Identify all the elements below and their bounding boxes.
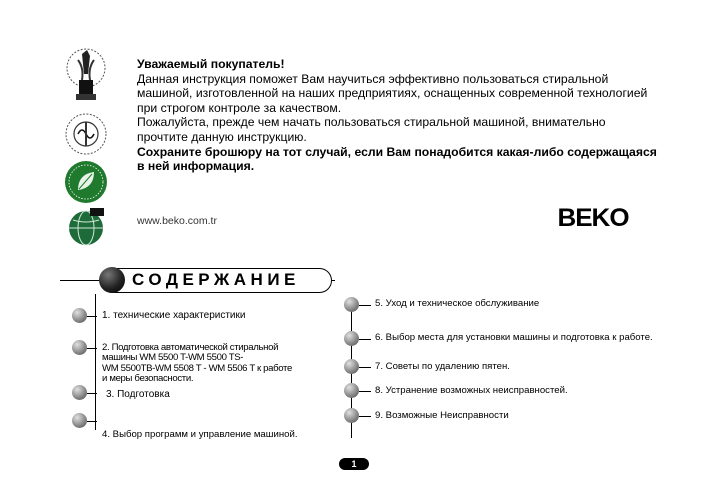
contents-item[interactable]: 6. Выбор места для установки машины и подготовка к работе.	[375, 332, 653, 343]
bullet-ball-icon	[72, 340, 87, 355]
page-number: 1	[339, 458, 369, 470]
item-leader	[359, 305, 371, 306]
award-laurel-icon	[64, 44, 108, 104]
contents-item[interactable]: 5. Уход и техническое обслуживание	[375, 298, 540, 309]
intro-paragraph-3: Сохраните брошюру на тот случай, если Вам понадобится какая-либо содержащаяся в ней информация.	[137, 144, 657, 174]
bullet-ball-icon	[344, 383, 359, 398]
greeting: Уважаемый покупатель!	[137, 57, 285, 71]
item-leader	[359, 367, 371, 368]
contents-title: СОДЕРЖАНИЕ	[132, 270, 300, 289]
contents-item[interactable]: 8. Устранение возможных неисправностей.	[375, 385, 568, 396]
intro-text	[137, 57, 657, 174]
item-leader	[359, 339, 371, 340]
bullet-ball-icon	[344, 297, 359, 312]
item-leader	[87, 393, 97, 394]
contents-item[interactable]: 4. Выбор программ и управление машиной.	[102, 429, 298, 440]
item-leader	[87, 316, 97, 317]
bullet-ball-icon	[72, 385, 87, 400]
website-link[interactable]: www.beko.com.tr	[137, 215, 217, 227]
contents-item[interactable]: 2. Подготовка автоматической стиральной машины WM 5500 T-WM 5500 TS- WM 5500TB-WM 5508 T - WM 5506 T к работе и меры безопасности.	[102, 342, 292, 385]
eco-leaf-icon	[64, 160, 108, 204]
bullet-ball-icon	[344, 331, 359, 346]
contents-item[interactable]: 3. Подготовка	[106, 389, 170, 400]
beko-logo	[543, 206, 643, 230]
contents-item[interactable]: 1. технические характеристики	[102, 310, 246, 321]
globe-seal-icon	[64, 204, 108, 248]
intro-paragraph-1: Данная инструкция поможет Вам научиться эффективно пользоваться стиральной машиной, изготовленной на наших предприятиях, оснащенных современной технологией при строгом контроле за качеством.	[137, 71, 648, 115]
contents-left-rule	[95, 294, 96, 430]
item-leader	[359, 416, 371, 417]
item-leader	[87, 421, 97, 422]
bullet-ball-icon	[72, 308, 87, 323]
intro-paragraph-2: Пожалуйста, прежде чем начать пользоваться стиральной машиной, внимательно прочтите данную инструкцию.	[137, 115, 606, 144]
svg-text:BEKO: BEKO	[557, 206, 629, 230]
quality-seal-icon	[64, 112, 108, 156]
item-leader	[87, 348, 97, 349]
bullet-ball-icon	[72, 413, 87, 428]
contents-item[interactable]: 7. Советы по удалению пятен.	[375, 361, 510, 372]
item-leader	[359, 391, 371, 392]
bullet-ball-icon	[344, 408, 359, 423]
contents-item[interactable]: 9. Возможные Неисправности	[375, 410, 509, 421]
bullet-ball-icon	[344, 359, 359, 374]
bullet-ball-icon	[99, 267, 125, 293]
